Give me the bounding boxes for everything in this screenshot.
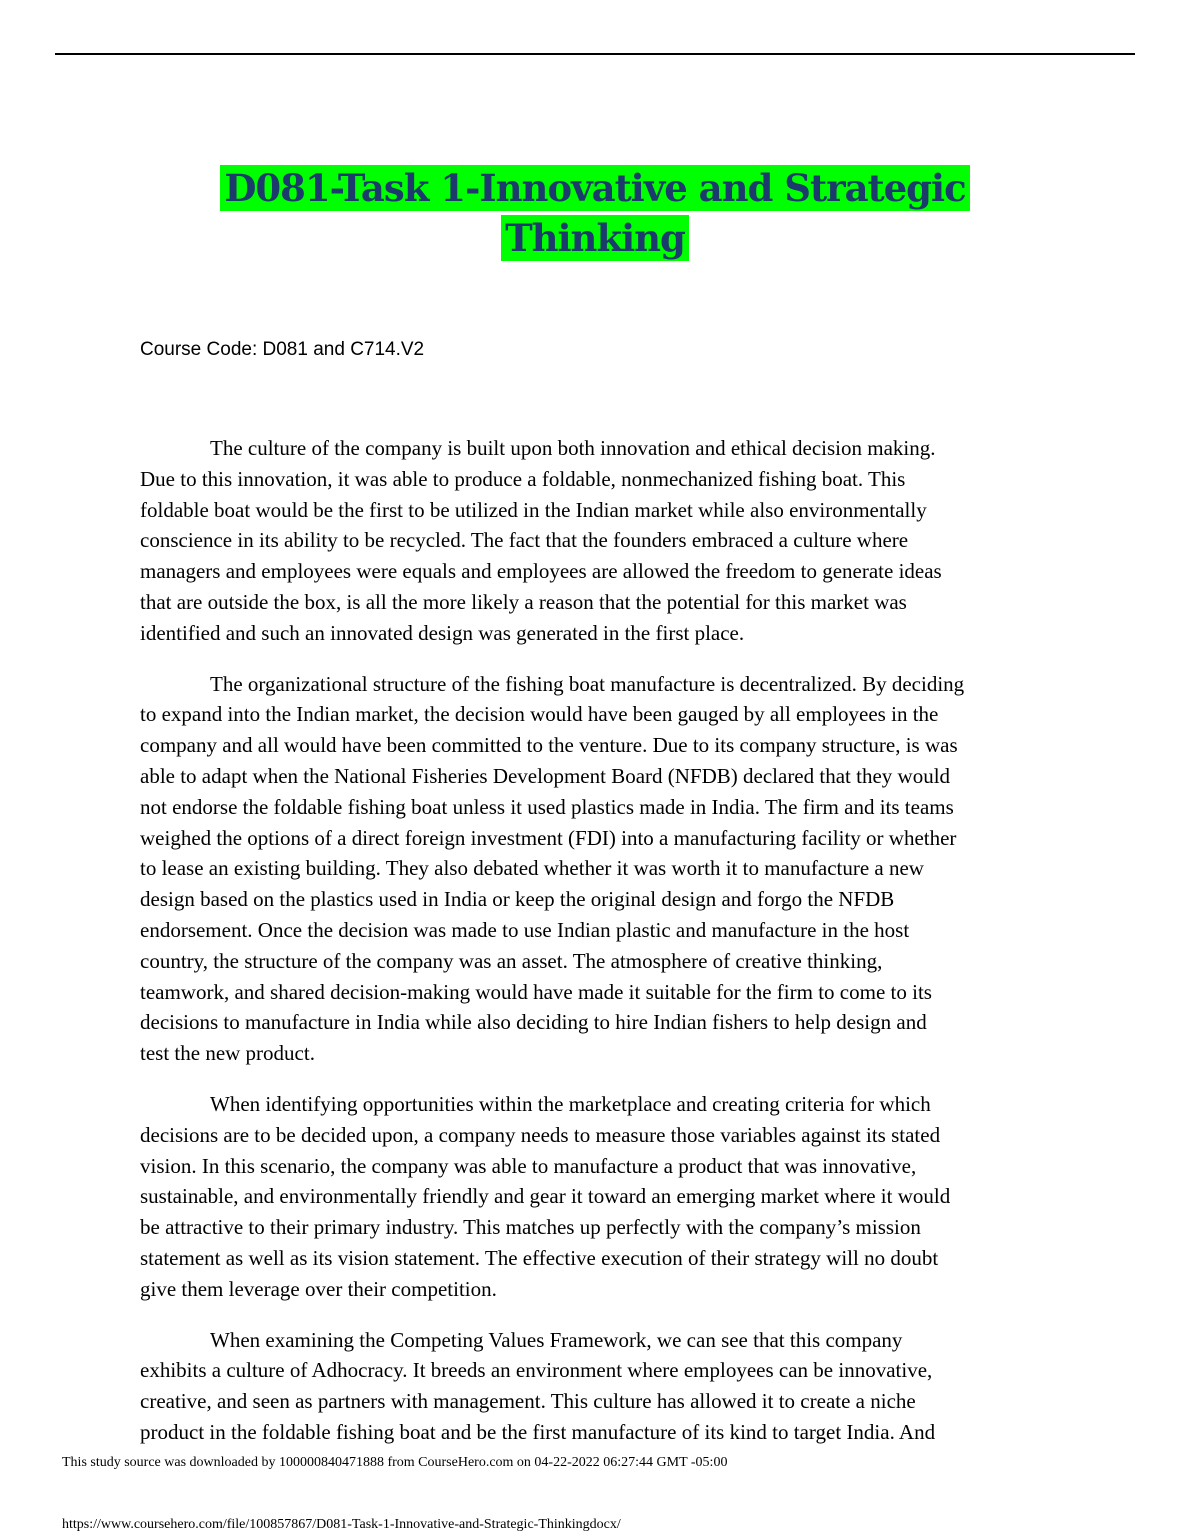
paragraph-line: endorsement. Once the decision was made to use Indian plastic and manufacture in the host <box>140 917 910 942</box>
paragraph-line: identified and such an innovated design was generated in the first place. <box>140 620 745 645</box>
paragraph-line: vision. In this scenario, the company was able to manufacture a product that was innovative, <box>140 1153 917 1178</box>
paragraph-line: to lease an existing building. They also debated whether it was worth it to manufacture a new <box>140 856 924 881</box>
paragraph-line: managers and employees were equals and employees are allowed the freedom to generate ideas <box>140 559 942 584</box>
top-rule <box>55 53 1135 55</box>
paragraph-line: able to adapt when the National Fisheries Development Board (NFDB) declared that they would <box>140 763 951 788</box>
paragraph-line: creative, and seen as partners with management. This culture has allowed it to create a niche <box>140 1389 916 1414</box>
title-line-1: D081-Task 1-Innovative and Strategic <box>220 165 969 211</box>
paragraph-4 <box>140 1325 1055 1448</box>
paragraph-1 <box>140 433 1055 649</box>
document-title <box>95 163 1095 263</box>
paragraph-line: The culture of the company is built upon both innovation and ethical decision making. <box>210 436 936 460</box>
paragraph-line: The organizational structure of the fishing boat manufacture is decentralized. By deciding <box>210 671 965 696</box>
paragraph-line: be attractive to their primary industry. This matches up perfectly with the company’s mission <box>140 1215 921 1240</box>
course-code: Course Code: D081 and C714.V2 <box>140 339 425 360</box>
title-line-2: Thinking <box>501 215 689 261</box>
paragraph-3 <box>140 1089 1055 1305</box>
paragraph-line: that are outside the box, is all the more likely a reason that the potential for this market was <box>140 589 907 614</box>
document-body <box>140 433 1055 1468</box>
paragraph-line: When examining the Competing Values Framework, we can see that this company <box>210 1327 903 1352</box>
paragraph-line: give them leverage over their competition. <box>140 1276 497 1301</box>
paragraph-line: design based on the plastics used in India or keep the original design and forgo the NFDB <box>140 887 895 912</box>
paragraph-2 <box>140 669 1055 1069</box>
paragraph-line: decisions are to be decided upon, a company needs to measure those variables against its stated <box>140 1122 941 1147</box>
paragraph-line: product in the foldable fishing boat and be the first manufacture of its kind to target India. And <box>140 1419 936 1444</box>
paragraph-line: country, the structure of the company was an asset. The atmosphere of creative thinking, <box>140 948 883 973</box>
paragraph-line: weighed the options of a direct foreign investment (FDI) into a manufacturing facility or whether <box>140 825 957 850</box>
paragraph-line: foldable boat would be the first to be utilized in the Indian market while also environmentally <box>140 497 927 522</box>
paragraph-line: sustainable, and environmentally friendly and gear it toward an emerging market where it would <box>140 1184 951 1209</box>
paragraph-line: teamwork, and shared decision-making would have made it suitable for the firm to come to its <box>140 979 932 1004</box>
paragraph-line: test the new product. <box>140 1041 315 1066</box>
download-notice: This study source was downloaded by 100000840471888 from CourseHero.com on 04-22-2022 06:27:44 GMT -05:00 <box>62 1455 728 1470</box>
paragraph-line: When identifying opportunities within the marketplace and creating criteria for which <box>210 1091 931 1116</box>
paragraph-line: exhibits a culture of Adhocracy. It breeds an environment where employees can be innovative, <box>140 1358 933 1383</box>
paragraph-line: conscience in its ability to be recycled. The fact that the founders embraced a culture where <box>140 528 909 553</box>
source-url-link[interactable]: https://www.coursehero.com/file/100857867/D081-Task-1-Innovative-and-Strategic-Thinkingdocx/ <box>62 1517 621 1532</box>
paragraph-line: Due to this innovation, it was able to produce a foldable, nonmechanized fishing boat. This <box>140 466 906 491</box>
paragraph-line: decisions to manufacture in India while also deciding to hire Indian fishers to help design and <box>140 1010 927 1035</box>
paragraph-line: not endorse the foldable fishing boat unless it used plastics made in India. The firm and its teams <box>140 794 954 819</box>
paragraph-line: statement as well as its vision statement. The effective execution of their strategy will no doubt <box>140 1245 939 1270</box>
paragraph-line: company and all would have been committed to the venture. Due to its company structure, is was <box>140 733 958 758</box>
paragraph-line: to expand into the Indian market, the decision would have been gauged by all employees in the <box>140 702 939 727</box>
